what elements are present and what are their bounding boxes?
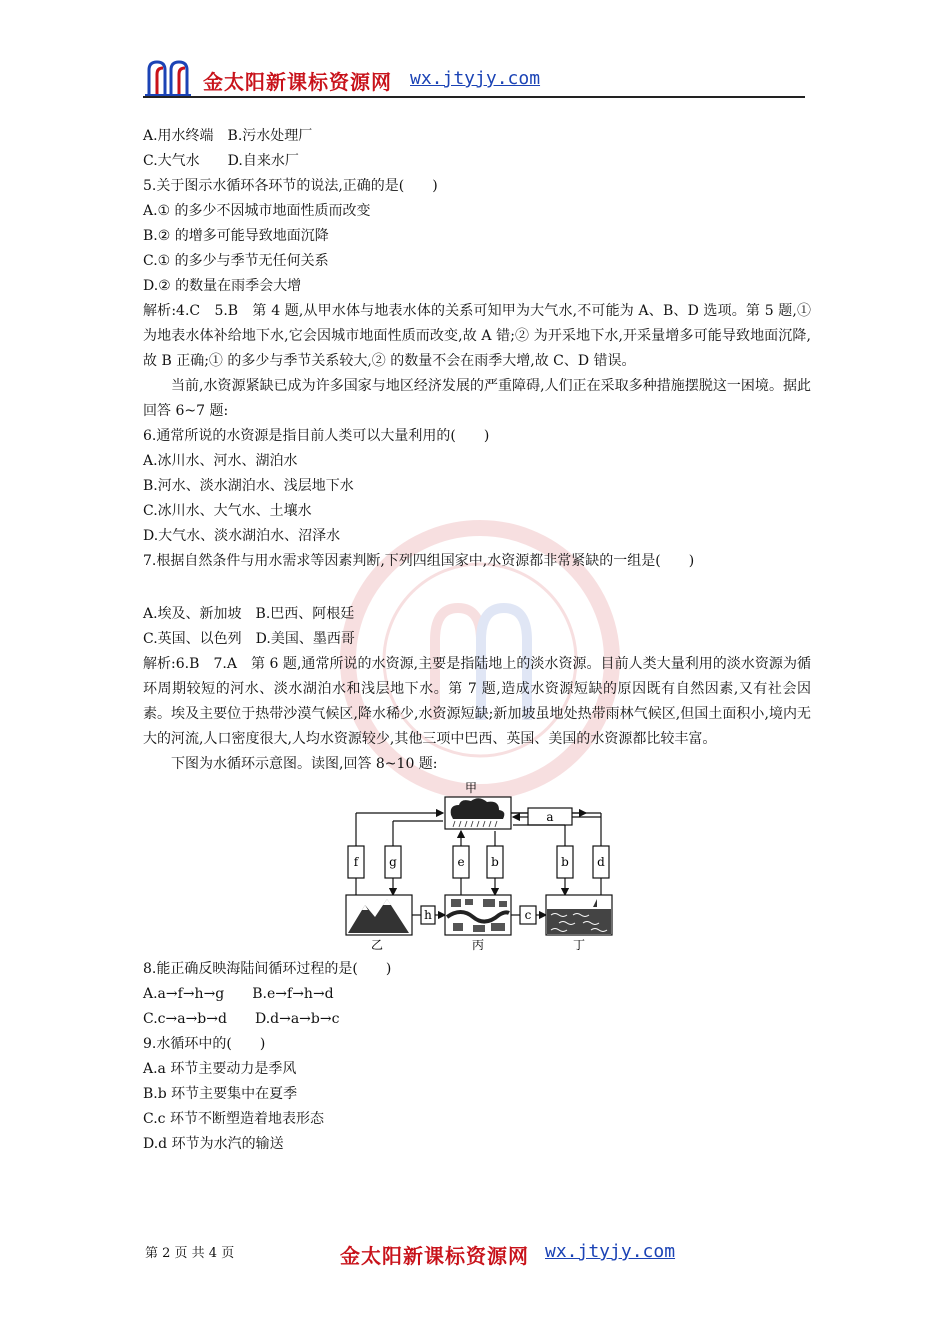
intro-6-7: 当前,水资源紧缺已成为许多国家与地区经济发展的严重障碍,人们正在采取多种措施摆脱这一困境。据此回答 6~7 题: (143, 378, 811, 419)
q9-stem: 9.水循环中的( ) (143, 1036, 266, 1052)
footer-brand: 金太阳新课标资源网 (340, 1244, 529, 1268)
q8-option: C.c→a→b→d D.d→a→b→c (143, 1011, 340, 1027)
header-url-link[interactable]: wx.jtyjy.com (410, 68, 541, 89)
q5-option: D.② 的数量在雨季会大增 (143, 278, 302, 294)
intro-8-10: 下图为水循环示意图。读图,回答 8~10 题: (171, 756, 438, 772)
page-number: 第 2 页 共 4 页 (145, 1246, 235, 1261)
arrow-label-b2: b (561, 855, 569, 869)
arrow-label-g: g (389, 855, 397, 869)
q8-stem: 8.能正确反映海陆间循环过程的是( ) (143, 961, 392, 977)
arrow-label-a: a (546, 810, 554, 824)
label-ding: 丁 (572, 938, 586, 952)
arrow-label-d: d (597, 855, 605, 869)
q5-stem: 5.关于图示水循环各环节的说法,正确的是( ) (143, 178, 438, 194)
q7-option: C.英国、以色列 D.美国、墨西哥 (143, 631, 355, 647)
header-divider (143, 96, 805, 98)
arrow-label-e: e (457, 855, 465, 869)
q9-option: A.a 环节主要动力是季风 (143, 1061, 297, 1077)
analysis-4-5: 解析:4.C 5.B 第 4 题,从甲水体与地表水体的关系可知甲为大气水,不可能为 A、B、D 选项。第 5 题,① 为地表水体补给地下水,它会因城市地面性质而改变,故 A 错;② 为开采地下水,开采量增多可能导致地面沉降,故 B 正确;① 的多少与季节关系较大,② 的数量不会在雨季大增,故 C、D 错误。 (143, 303, 811, 369)
arrow-label-c: c (524, 908, 532, 922)
q6-option: C.冰川水、大气水、土壤水 (143, 503, 312, 519)
q5-option: C.① 的多少与季节无任何关系 (143, 253, 329, 269)
q6-stem: 6.通常所说的水资源是指目前人类可以大量利用的( ) (143, 428, 490, 444)
water-cycle-diagram (143, 781, 811, 953)
q9-option: B.b 环节主要集中在夏季 (143, 1086, 298, 1102)
q5-option: B.② 的增多可能导致地面沉降 (143, 228, 329, 244)
water-cycle-figure (143, 781, 811, 953)
logo-icon (143, 58, 193, 98)
q9-option: D.d 环节为水汽的输送 (143, 1136, 284, 1152)
document-body (143, 124, 811, 1157)
header-brand: 金太阳新课标资源网 (203, 70, 392, 94)
analysis-6-7: 解析:6.B 7.A 第 6 题,通常所说的水资源,主要是指陆地上的淡水资源。目前人类大量利用的淡水资源为循环周期较短的河水、淡水湖泊水和浅层地下水。第 7 题,造成水资源短缺的原因既有自然因素,又有社会因素。埃及主要位于热带沙漠气候区,降水稀少,水资源短缺;新加坡虽地处热带雨林气候区,但国土面积小,境内无大的河流,人口密度很大,人均水资源较少,其他三项中巴西、英国、美国的水资源都比较丰富。 (143, 656, 811, 747)
q6-option: A.冰川水、河水、湖泊水 (143, 453, 298, 469)
q4-option-line: A.用水终端 B.污水处理厂 (143, 128, 313, 144)
label-jia: 甲 (464, 781, 478, 795)
page-header (143, 58, 805, 98)
q4-option-line: C.大气水 D.自来水厂 (143, 153, 299, 169)
arrow-label-h: h (424, 908, 432, 922)
label-yi: 乙 (370, 938, 384, 952)
q9-option: C.c 环节不断塑造着地表形态 (143, 1111, 324, 1127)
arrow-label-f: f (353, 855, 359, 869)
q7-stem: 7.根据自然条件与用水需求等因素判断,下列四组国家中,水资源都非常紧缺的一组是( ) (143, 553, 695, 569)
label-bing: 丙 (471, 938, 485, 952)
q5-option: A.① 的多少不因城市地面性质而改变 (143, 203, 371, 219)
arrow-label-b: b (491, 855, 499, 869)
footer-url-link[interactable]: wx.jtyjy.com (545, 1241, 676, 1262)
q7-option: A.埃及、新加坡 B.巴西、阿根廷 (143, 606, 355, 622)
q6-option: D.大气水、淡水湖泊水、沼泽水 (143, 528, 341, 544)
q6-option: B.河水、淡水湖泊水、浅层地下水 (143, 478, 354, 494)
q8-option: A.a→f→h→g B.e→f→h→d (143, 986, 334, 1002)
